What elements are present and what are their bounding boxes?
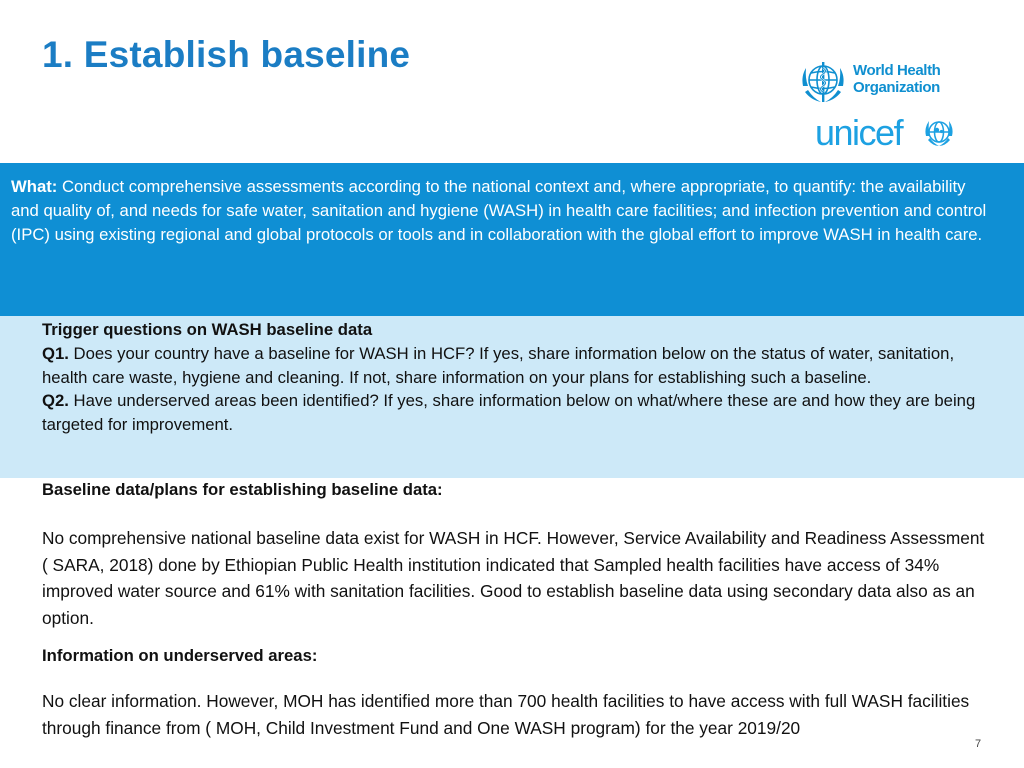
who-logo-line1: World Health xyxy=(853,62,941,79)
who-emblem-icon xyxy=(797,56,849,108)
trigger-questions-section xyxy=(0,316,1024,478)
baseline-heading: Baseline data/plans for establishing baseline data: xyxy=(42,480,443,499)
who-logo-text xyxy=(853,62,940,96)
trigger-heading: Trigger questions on WASH baseline data xyxy=(42,320,373,339)
q2-text: Have underserved areas been identified? If yes, share information below on what/where these are and how they are being targeted for improvement. xyxy=(42,391,976,435)
what-label: What: xyxy=(11,177,58,196)
question-2 xyxy=(42,389,994,437)
what-section xyxy=(0,163,1024,316)
unicef-logo xyxy=(815,114,955,154)
underserved-text: No clear information. However, MOH has identified more than 700 health facilities to have access with full WASH facilities through finance from ( MOH, Child Investment Fund and One WASH program) for the year 2019/20 xyxy=(42,691,970,738)
what-text: Conduct comprehensive assessments according to the national context and, where appropriate, to quantify: the availability and quality of, and needs for safe water, sanitation and hygiene (WASH) in health care facilities; and infection prevention and control (IPC) using existing regional and global protocols or tools and in collaboration with the global effort to improve WASH in health care. xyxy=(11,177,987,244)
q1-text: Does your country have a baseline for WASH in HCF? If yes, share information below on the status of water, sanitation, health care waste, hygiene and cleaning. If not, share information on your plans for establishing such a baseline. xyxy=(42,343,955,387)
q2-label: Q2. xyxy=(42,391,69,411)
question-1 xyxy=(42,342,994,390)
slide-number: 7 xyxy=(975,738,982,750)
baseline-text: No comprehensive national baseline data exist for WASH in HCF. However, Service Availability and Readiness Assessment ( SARA, 2018) done by Ethiopian Public Health institution indicated that Sampled health facilities have access of 34% improved water source and 61% with sanitation facilities. Good to establish baseline data using secondary data also as an option. xyxy=(42,528,985,628)
underserved-heading: Information on underserved areas: xyxy=(42,646,318,665)
page-title: 1. Establish baseline xyxy=(42,34,411,75)
unicef-emblem-icon xyxy=(923,116,955,148)
unicef-logo-text: unicef xyxy=(815,112,903,153)
who-logo-line2: Organization xyxy=(853,79,940,96)
who-logo xyxy=(797,56,957,108)
q1-label: Q1. xyxy=(42,343,69,363)
